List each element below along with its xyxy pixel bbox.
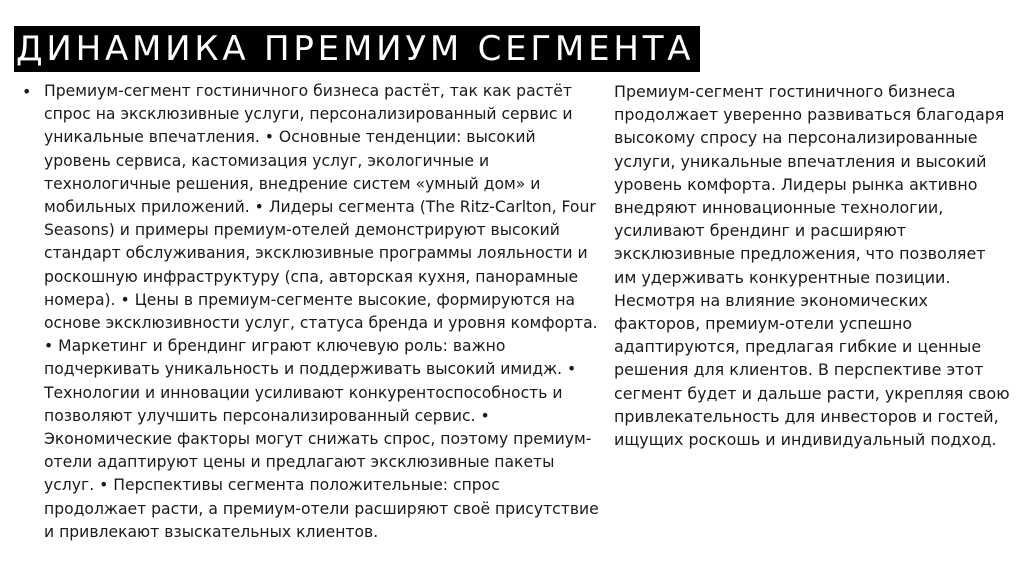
right-summary	[614, 80, 1012, 451]
left-bullet-text: Премиум-сегмент гостиничного бизнеса растёт, так как растёт спрос на эксклюзивные услуги, персонализированный сервис и уникальные впечатления. • Основные тенденции: высокий уровень сервиса, кастомизация услуг, экологичные и технологичные решения, внедрение систем «умный дом» и мобильных приложений. • Лидеры сегмента (The Ritz-Carlton, Four Seasons) и примеры премиум-отелей демонстрируют высокий стандарт обслуживания, эксклюзивные программы лояльности и роскошную инфраструктуру (спа, авторская кухня, панорамные номера). • Цены в премиум-сегменте высокие, формируются на основе эксклюзивности услуг, статуса бренда и уровня комфорта. • Маркетинг и брендинг играют ключевую роль: важно подчеркивать уникальность и поддерживать высокий имидж. • Технологии и инновации усиливают конкурентоспособность и позволяют улучшить персонализированный сервис. • Экономические факторы могут снижать спрос, поэтому премиум-отели адаптируют цены и предлагают эксклюзивные пакеты услуг. • Перспективы сегмента положительные: спрос продолжает расти, а премиум-отели расширяют своё присутствие и привлекают взыскательных клиентов.	[44, 82, 599, 541]
slide-title: ДИНАМИКА ПРЕМИУМ СЕГМЕНТА	[16, 29, 695, 69]
right-summary-text: Премиум-сегмент гостиничного бизнеса продолжает уверенно развиваться благодаря высокому спросу на персонализированные услуги, уникальные впечатления и высокий уровень комфорта. Лидеры рынка активно внедряют инновационные технологии, усиливают брендинг и расширяют эксклюзивные предложения, что позволяет им удерживать конкурентные позиции. Несмотря на влияние экономических факторов, премиум-отели успешно адаптируются, предлагая гибкие и ценные решения для клиентов. В перспективе этот сегмент будет и дальше расти, укрепляя свою привлекательность для инвесторов и гостей, ищущих роскошь и индивидуальный подход.	[614, 82, 1010, 450]
title-bar	[14, 26, 700, 72]
bullet-marker: •	[22, 82, 32, 101]
left-bullet-list	[22, 80, 602, 544]
